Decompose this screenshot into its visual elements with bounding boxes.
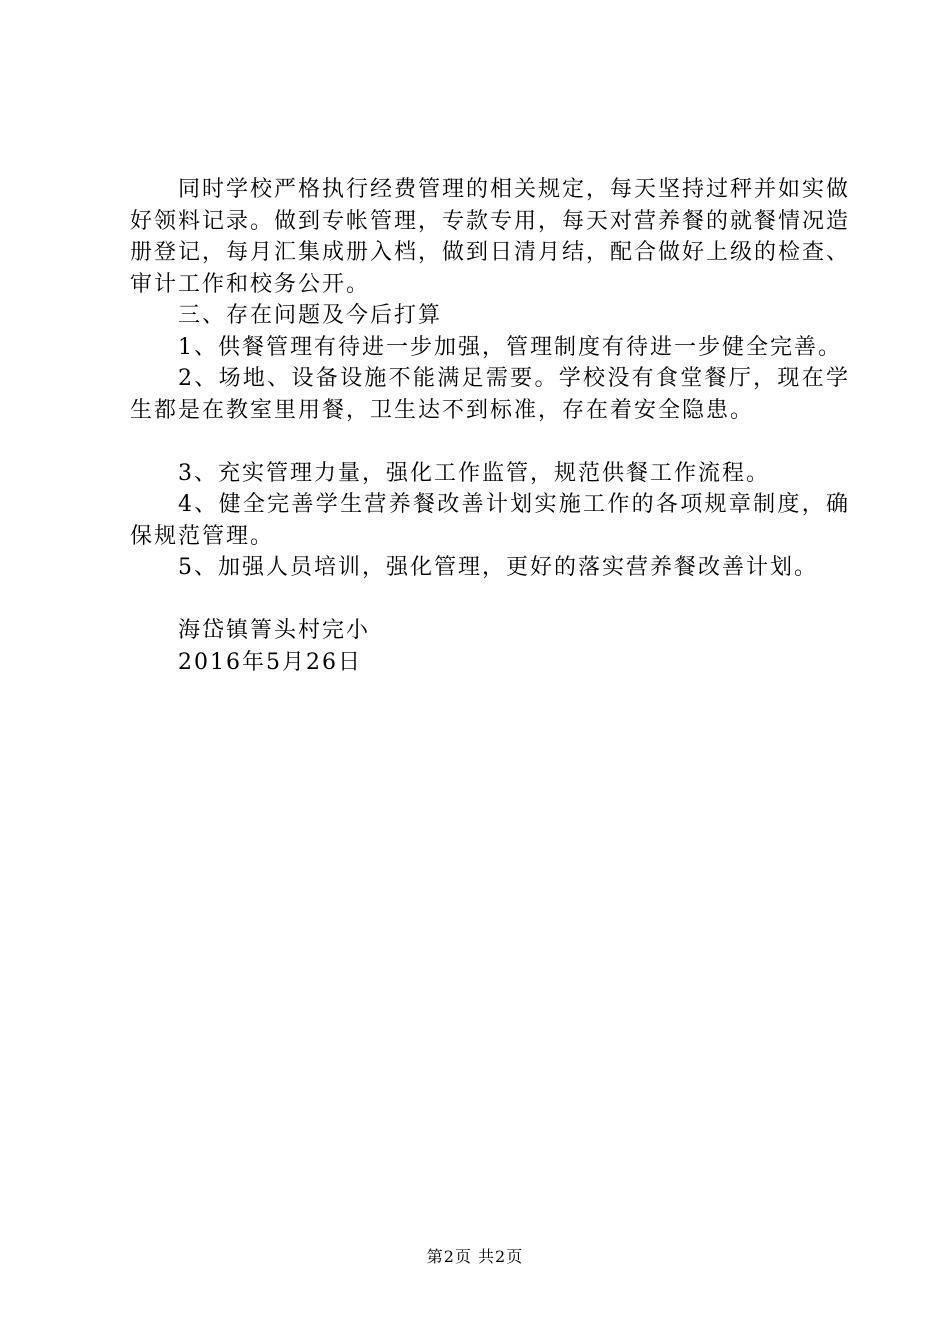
- paragraph-item-2: 2、场地、设备设施不能满足需要。学校没有食堂餐厅，现在学生都是在教室里用餐，卫生达不到标准，存在着安全隐患。: [130, 366, 850, 423]
- paragraph-item-5: 5、加强人员培训，强化管理，更好的落实营养餐改善计划。: [178, 555, 818, 580]
- signature-organization: 海岱镇箐头村完小: [178, 618, 371, 643]
- blank-line: [130, 426, 850, 458]
- page-footer: 第2页 共2页: [426, 1247, 524, 1266]
- paragraph-funding-management: 同时学校严格执行经费管理的相关规定，每天坚持过秤并如实做好领料记录。做到专帐管理，专款专用，每天对营养餐的就餐情况造册登记，每月汇集成册入档，做到日清月结，配合做好上级的检查、审计工作和校务公开。: [130, 177, 851, 297]
- paragraph-item-1: 1、供餐管理有待进一步加强，管理制度有待进一步健全完善。: [178, 334, 842, 360]
- document-body: [130, 174, 850, 678]
- paragraph-item-3: 3、充实管理力量，强化工作监管，规范供餐工作流程。: [178, 460, 770, 486]
- section-heading-problems-plans: 三、存在问题及今后打算: [178, 303, 443, 328]
- blank-line: [130, 584, 850, 616]
- signature-date: 2016年5月26日: [178, 649, 362, 675]
- paragraph-item-4: 4、健全完善学生营养餐改善计划实施工作的各项规章制度，确保规范管理。: [130, 492, 850, 549]
